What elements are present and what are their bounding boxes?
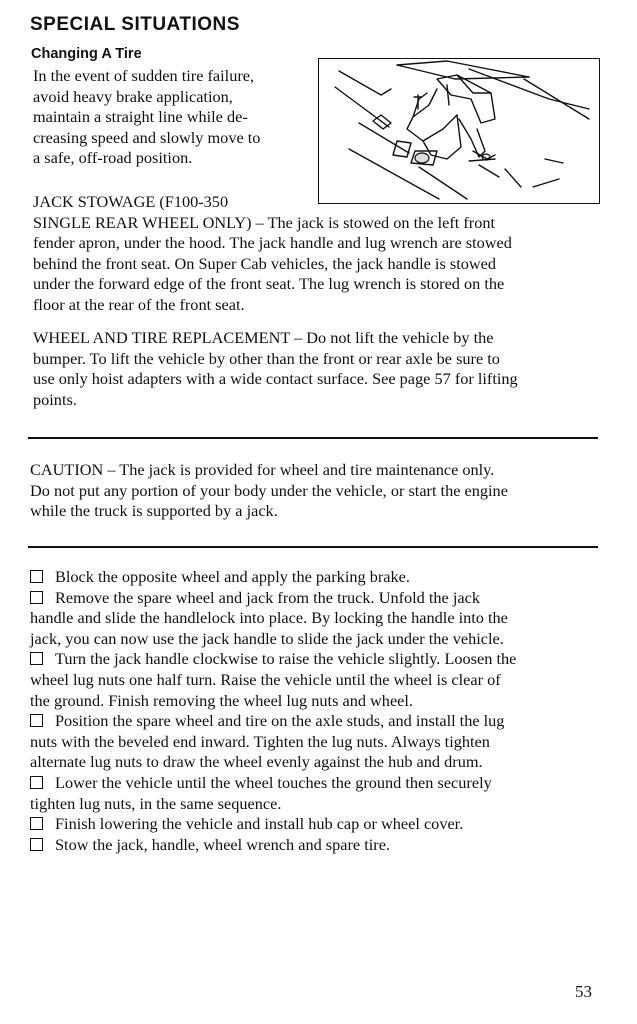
step-line [30, 608, 516, 629]
step-text: Turn the jack handle clockwise to raise the vehicle slightly. Loosen the [55, 649, 517, 669]
checkbox-square-icon [30, 652, 43, 665]
text-line: while the truck is supported by a jack. [30, 501, 278, 521]
step-line [30, 752, 516, 773]
step-line [30, 670, 516, 691]
text-line: behind the front seat. On Super Cab vehicles, the jack handle is stowed [33, 253, 496, 273]
step-line [30, 814, 516, 835]
text-line: use only hoist adapters with a wide contact surface. See page 57 for lifting [33, 369, 518, 389]
checkbox-square-icon [30, 714, 43, 727]
step-line [30, 588, 516, 609]
jack-stowage-paragraph [33, 192, 512, 316]
text-line: under the forward edge of the front seat. The lug wrench is stored on the [33, 274, 505, 294]
step-line [30, 835, 516, 856]
text-line: points. [33, 389, 77, 409]
text-line: avoid heavy brake application, [33, 86, 233, 106]
step-text: handle and slide the handlelock into place. By locking the handle into the [30, 608, 508, 628]
step-text: Lower the vehicle until the wheel touches the ground then securely [55, 772, 492, 792]
text-line: fender apron, under the hood. The jack handle and lug wrench are stowed [33, 233, 512, 253]
text-line: a safe, off-road position. [33, 148, 193, 168]
step-line [30, 691, 516, 712]
step-text: alternate lug nuts to draw the wheel evenly against the hub and drum. [30, 752, 483, 772]
step-line [30, 567, 516, 588]
step-line [30, 711, 516, 732]
page-number: 53 [575, 982, 592, 1001]
text-line: floor at the rear of the front seat. [33, 294, 245, 314]
text-line: maintain a straight line while de- [33, 107, 248, 127]
step-text: nuts with the beveled end inward. Tighten the lug nuts. Always tighten [30, 731, 490, 751]
step-line [30, 773, 516, 794]
step-text: tighten lug nuts, in the same sequence. [30, 793, 282, 813]
text-line: In the event of sudden tire failure, [33, 66, 255, 85]
step-text: wheel lug nuts one half turn. Raise the vehicle until the wheel is clear of [30, 669, 501, 689]
caution-top-divider [28, 437, 598, 439]
step-line [30, 649, 516, 670]
step-text: the ground. Finish removing the wheel lug nuts and wheel. [30, 690, 413, 710]
text-line: Do not put any portion of your body under the vehicle, or start the engine [30, 480, 508, 500]
intro-paragraph [33, 66, 260, 169]
wheel-tire-replacement-paragraph [33, 328, 518, 410]
caution-paragraph [30, 460, 508, 522]
step-text: Block the opposite wheel and apply the parking brake. [55, 567, 410, 586]
jack-stowage-illustration [318, 58, 600, 204]
text-line: creasing speed and slowly move to [33, 127, 261, 147]
step-text: Finish lowering the vehicle and install hub cap or wheel cover. [55, 814, 464, 834]
step-line [30, 794, 516, 815]
text-line: CAUTION – The jack is provided for wheel and tire maintenance only. [30, 460, 495, 479]
checkbox-square-icon [30, 776, 43, 789]
step-text: Position the spare wheel and tire on the axle studs, and install the lug [55, 711, 505, 731]
text-line: bumper. To lift the vehicle by other than the front or rear axle be sure to [33, 348, 500, 368]
section-heading: SPECIAL SITUATIONS [30, 14, 240, 35]
checkbox-square-icon [30, 570, 43, 583]
step-text: Remove the spare wheel and jack from the truck. Unfold the jack [55, 587, 480, 607]
checkbox-square-icon [30, 838, 43, 851]
caution-bottom-divider [28, 546, 598, 548]
checkbox-square-icon [30, 591, 43, 604]
step-text: Stow the jack, handle, wheel wrench and spare tire. [55, 834, 390, 854]
text-line: JACK STOWAGE (F100-350 [33, 192, 229, 211]
step-line [30, 732, 516, 753]
text-line: SINGLE REAR WHEEL ONLY) – The jack is stowed on the left front [33, 212, 495, 232]
text-line: WHEEL AND TIRE REPLACEMENT – Do not lift the vehicle by the [33, 328, 494, 347]
subsection-heading: Changing A Tire [31, 46, 142, 62]
tire-change-steps [30, 567, 516, 855]
checkbox-square-icon [30, 817, 43, 830]
jack-illustration-drawing [319, 59, 598, 202]
step-line [30, 629, 516, 650]
step-text: jack, you can now use the jack handle to slide the jack under the vehicle. [30, 628, 504, 648]
